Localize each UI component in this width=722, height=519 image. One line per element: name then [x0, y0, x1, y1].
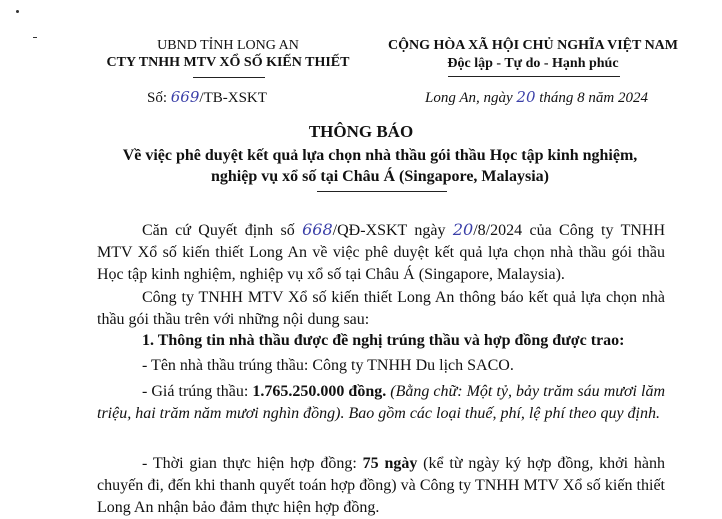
- duration-label: - Thời gian thực hiện hợp đồng:: [142, 455, 363, 472]
- scan-speck: [16, 10, 19, 13]
- bullet-contractor: [97, 355, 665, 377]
- document-title: [0, 122, 722, 142]
- company-name: CTY TNHH MTV XỔ SỐ KIẾN THIẾT: [106, 55, 350, 70]
- nation-name: CỘNG HÒA XÃ HỘI CHỦ NGHĨA VIỆT NAM: [387, 38, 678, 53]
- ref-suffix: /TB-XSKT: [199, 90, 267, 106]
- contractor-text: - Tên nhà thầu trúng thầu: Công ty TNHH Du lịch SACO.: [142, 357, 514, 374]
- reference-number: [147, 88, 267, 107]
- section-1-heading: [97, 330, 665, 352]
- section1-text: 1. Thông tin nhà thầu được đề nghị trúng thầu và hợp đồng được trao:: [142, 332, 625, 349]
- duration-rest: (kể từ ngày ký hợp đồng, khởi hành chuyến đi, đến khi thanh quyết toán hợp đồng) và Công ty TNHH MTV Xổ số kiến thiết Long An nhận bảo đảm thực hiện hợp đồng.: [97, 455, 665, 516]
- paragraph-legal-basis: [97, 219, 665, 286]
- national-motto: Độc lập - Tự do - Hạnh phúc: [447, 56, 619, 71]
- p1-text-c: /8/2024 của Công ty TNHH MTV Xổ số kiến thiết Long An về việc phê duyệt kết quả lựa chọn nhà thầu gói thầu Học tập kinh nghiệm, nghiệp vụ xổ số tại Châu Á (Singapore, Malaysia).: [97, 222, 666, 283]
- ref-prefix: Số:: [147, 90, 171, 106]
- decision-day-handwritten: 20: [452, 220, 474, 239]
- subject-line-1: Về việc phê duyệt kết quả lựa chọn nhà thầu gói thầu Học tập kinh nghiệm,: [122, 147, 638, 164]
- paragraph-announcement: [97, 287, 665, 331]
- p1-text-b: /QĐ-XSKT ngày: [332, 222, 453, 239]
- p2-text: Công ty TNHH MTV Xổ số kiến thiết Long An thông báo kết quả lựa chọn nhà thầu gói thầu trên với những nội dung sau:: [97, 289, 665, 328]
- scan-speck: [33, 37, 37, 38]
- subject-line-2: nghiệp vụ xổ số tại Châu Á (Singapore, Malaysia): [211, 168, 549, 185]
- date-prefix: Long An, ngày: [425, 90, 517, 106]
- header-right: [368, 37, 698, 73]
- document-subject: [60, 145, 700, 187]
- title-underline: [317, 191, 447, 192]
- ref-number-handwritten: 669: [170, 88, 200, 106]
- price-label: - Giá trúng thầu:: [142, 383, 253, 400]
- header-left-underline: [193, 77, 265, 78]
- issue-date: [425, 88, 648, 107]
- motto-underline: [448, 76, 620, 77]
- bullet-price: [97, 381, 665, 425]
- duration-value: 75 ngày: [362, 455, 418, 472]
- price-in-words: (Bằng chữ: Một tỷ, bảy trăm sáu mươi lăm triệu, hai trăm năm mươi nghìn đồng). Bao gồm các loại thuế, phí, lệ phí theo quy định.: [97, 383, 665, 422]
- title-heading: THÔNG BÁO: [308, 122, 414, 141]
- decision-number-handwritten: 668: [302, 220, 333, 239]
- header-left: [86, 37, 370, 71]
- agency-name: UBND TỈNH LONG AN: [157, 38, 299, 53]
- date-suffix: tháng 8 năm 2024: [535, 90, 648, 106]
- date-day-handwritten: 20: [516, 88, 536, 106]
- price-value: 1.765.250.000 đồng.: [252, 383, 387, 400]
- p1-text-a: Căn cứ Quyết định số: [142, 222, 303, 239]
- bullet-duration: [97, 453, 665, 519]
